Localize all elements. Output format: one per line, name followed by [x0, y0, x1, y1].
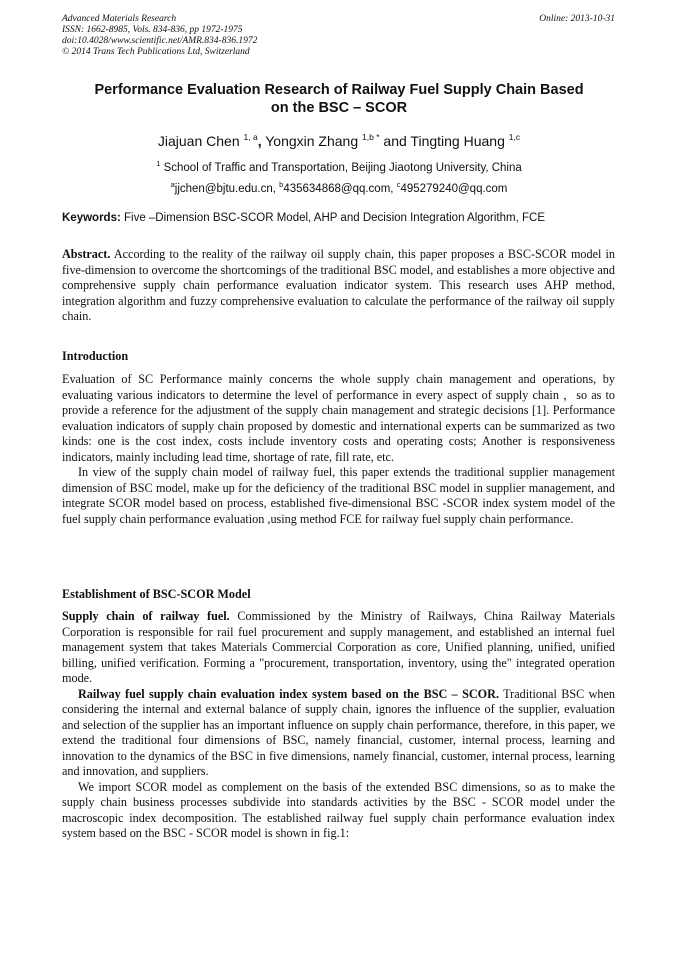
author-conjunction: and [383, 133, 407, 149]
email-superscript: a [170, 180, 175, 189]
title-line-2: on the BSC – SCOR [270, 100, 408, 116]
online-date: Online: 2013-10-31 [539, 14, 615, 24]
doi-line: doi:10.4028/www.scientific.net/AMR.834-836.1972 [62, 36, 258, 46]
subsection-label: Railway fuel supply chain evaluation index system based on the BSC – SCOR. [78, 686, 499, 701]
email-link[interactable]: 435634868@qq.com, [283, 183, 394, 195]
author-separator: , [257, 133, 262, 149]
keywords-label: Keywords: [62, 212, 121, 224]
affiliation [40, 157, 638, 175]
introduction-paragraph: In view of the supply chain model of railway fuel, this paper extends the traditional supplier management dimension of BSC model, make up for the deficiency of the traditional BSC model in supplier management, and integrate SCOR model based on process, established five-dimensional BSC -SCOR index system model of the fuel supply chain performance evaluation ,using method FCE for railway fuel supply chain performance. [62, 465, 615, 526]
author-superscript: 1,c [508, 132, 521, 142]
abstract-text: According to the reality of the railway oil supply chain, this paper proposes a BSC-SCOR model in five-dimension to overcome the shortcomings of the traditional BSC model, and establishes a more objective and comprehensive supply chain performance evaluation indicator system. This research uses AHP method, integration algorithm and fuzzy comprehensive evaluation to calculate the performance of the railway oil supply chain. [62, 247, 615, 323]
author-superscript: 1,b * [362, 132, 380, 142]
email-superscript: c [396, 180, 401, 189]
paragraph-text: Traditional BSC when considering the internal and external balance of supply chain, ignores the influence of the supplier, evaluation and selection of the supplier has an important influence on supply chain performance, therefore, in this paper, we extend the traditional four dimensions of BSC, namely financial, customer, internal process, learning and innovation to the dynamics of the BSC in five dimensions, namely financial, customer, internal process, learning and innovation, and suppliers. [62, 686, 615, 778]
affiliation-superscript: 1 [156, 159, 161, 168]
journal-name: Advanced Materials Research [62, 14, 177, 24]
paragraph-text: Commissioned by the Ministry of Railways, China Railway Materials Corporation is responsible for rail fuel procurement and supply management, and established an internal fuel management system that takes Materials Commercial Corporation as core, Unified planning, unified, unified billing, unified verification. Forming a "procurement, transportation, inventory, using the" integrated operation mode. [62, 609, 615, 685]
author-name: Jiajuan Chen [157, 133, 240, 149]
author-name: Yongxin Zhang [265, 133, 359, 149]
issn-line: ISSN: 1662-8985, Vols. 834-836, pp 1972-1975 [62, 25, 243, 35]
affiliation-text: School of Traffic and Transportation, Beijing Jiaotong University, China [163, 162, 522, 174]
abstract [62, 247, 615, 325]
establishment-body [62, 609, 615, 842]
author-name: Tingting Huang [410, 133, 505, 149]
paper-title [50, 81, 628, 117]
email-superscript: b [279, 180, 284, 189]
keywords [62, 211, 622, 225]
section-heading-introduction: Introduction [62, 349, 129, 363]
copyright-line: © 2014 Trans Tech Publications Ltd, Switzerland [62, 47, 250, 57]
establishment-paragraph [62, 687, 615, 780]
author-list [40, 128, 638, 150]
title-line-1: Performance Evaluation Research of Railway Fuel Supply Chain Based [94, 82, 584, 98]
establishment-paragraph [62, 609, 615, 687]
establishment-paragraph: We import SCOR model as complement on the basis of the extended BSC dimensions, so as to make the supply chain business processes subdivide into standards activities by the BSC - SCOR model under the macroscopic index decomposition. The established railway fuel supply chain performance evaluation index system based on the BSC - SCOR model is shown in fig.1: [62, 779, 615, 840]
author-superscript: 1, a [243, 132, 258, 142]
abstract-label: Abstract. [62, 247, 111, 261]
journal-header [62, 14, 615, 58]
subsection-label: Supply chain of railway fuel. [62, 609, 230, 623]
section-heading-establishment: Establishment of BSC-SCOR Model [62, 587, 251, 601]
email-link[interactable]: 495279240@qq.com [400, 183, 508, 195]
email-list [40, 178, 638, 196]
keywords-text: Five –Dimension BSC-SCOR Model, AHP and Decision Integration Algorithm, FCE [120, 212, 545, 224]
introduction-paragraph: Evaluation of SC Performance mainly concerns the whole supply chain management and operations, by evaluating various indicators to determine the level of performance in every aspect of supply chain ，so as to provide a reference for the adjustment of the supply chain management and strategic decisions [1]. Performance evaluation indicators of supply chain proposed by domestic and international experts can be summarized as two kinds: one is the cost index, costs include inventory costs and operating costs; Another is responsiveness indicators, mainly including lead time, shortage of rate, fill rate, etc. [62, 372, 615, 464]
email-link[interactable]: jjchen@bjtu.edu.cn, [174, 183, 276, 195]
introduction-body [62, 372, 615, 527]
